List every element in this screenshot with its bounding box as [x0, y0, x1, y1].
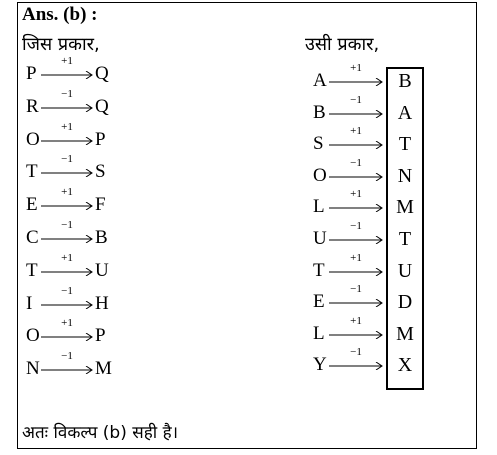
left-result-letter: P [95, 128, 106, 150]
arrow-icon [41, 137, 93, 145]
left-result-letter: U [95, 259, 109, 281]
right-operation: +1 [350, 314, 362, 327]
arrow-icon [41, 235, 93, 243]
right-letter: E [313, 291, 325, 313]
right-letter: L [313, 322, 325, 344]
left-operation: +1 [61, 120, 73, 133]
arrow-icon [329, 78, 383, 86]
right-letter: B [313, 101, 326, 123]
right-operation: −1 [350, 156, 362, 169]
arrow-icon [41, 268, 93, 276]
left-result-letter: Q [95, 95, 109, 117]
arrow-icon [329, 268, 383, 276]
right-row [313, 93, 385, 126]
arrow-icon [41, 71, 93, 79]
arrow-icon [41, 366, 93, 374]
right-heading: उसी प्रकार, [305, 34, 380, 55]
left-letter: R [26, 95, 39, 117]
right-row [313, 251, 385, 284]
conclusion: अतः विकल्प (b) सही है। [22, 423, 179, 443]
left-result-letter: Q [95, 63, 109, 84]
arrow-icon [329, 141, 383, 149]
arrow-icon [41, 104, 93, 112]
right-operation: −1 [350, 93, 362, 106]
left-letter: I [26, 292, 33, 314]
arrow-icon [329, 204, 383, 212]
arrow-icon [329, 236, 383, 244]
arrow-icon [41, 301, 93, 309]
left-operation: −1 [61, 153, 73, 166]
right-result-letter: T [398, 133, 412, 156]
right-letter: U [313, 228, 327, 249]
right-letter: L [313, 196, 325, 218]
arrow-icon [329, 331, 383, 339]
left-operation: +1 [61, 317, 73, 330]
right-operation: +1 [350, 62, 362, 74]
answer-title: Ans. (b) : [22, 4, 98, 25]
right-row [313, 125, 385, 157]
left-letter: N [26, 358, 40, 380]
left-row [26, 120, 136, 153]
arrow-icon [329, 173, 383, 181]
left-result-letter: P [95, 325, 106, 347]
left-row [26, 251, 136, 284]
right-operation: +1 [350, 188, 362, 201]
right-operation: +1 [350, 125, 362, 138]
right-operation: −1 [350, 346, 362, 359]
left-letter: T [26, 161, 38, 183]
left-operation: −1 [61, 219, 73, 231]
left-heading: जिस प्रकार, [22, 34, 100, 55]
left-letter: C [26, 227, 39, 248]
left-result-letter: B [95, 227, 108, 248]
left-result-letter: H [95, 292, 109, 314]
right-operation: +1 [350, 251, 362, 264]
right-row [313, 62, 385, 94]
right-result-letter: T [398, 228, 412, 250]
right-row [313, 220, 385, 252]
left-letter: O [26, 325, 40, 347]
right-row [313, 156, 385, 189]
left-operation: −1 [61, 350, 73, 363]
left-operation: −1 [61, 87, 73, 100]
right-letter: T [313, 259, 325, 281]
left-row [26, 317, 136, 349]
right-row [313, 283, 385, 315]
right-row [313, 314, 385, 347]
result-box [386, 67, 424, 390]
right-row [313, 188, 385, 220]
right-letter: S [313, 133, 324, 155]
left-operation: +1 [61, 55, 73, 67]
right-result-letter: B [398, 70, 412, 92]
left-row [26, 153, 136, 185]
left-row [26, 87, 136, 120]
right-letter: A [313, 70, 327, 91]
left-row [26, 219, 136, 251]
right-operation: −1 [350, 220, 362, 232]
left-row [26, 186, 136, 218]
arrow-icon [41, 202, 93, 210]
arrow-icon [41, 333, 93, 341]
arrow-icon [329, 299, 383, 307]
right-result-letter: X [397, 354, 413, 377]
right-operation: −1 [350, 283, 362, 296]
right-result-letter: N [397, 164, 413, 187]
right-letter: Y [313, 354, 327, 376]
left-operation: +1 [61, 251, 73, 264]
left-row [26, 350, 136, 382]
right-letter: O [313, 164, 327, 186]
left-row [26, 55, 136, 87]
arrow-icon [329, 362, 383, 370]
right-result-letter: M [396, 196, 414, 219]
left-operation: +1 [61, 186, 73, 199]
right-result-letter: D [397, 291, 413, 314]
right-result-letter: U [397, 259, 413, 282]
left-letter: T [26, 259, 38, 281]
left-result-letter: F [95, 194, 106, 216]
right-row [313, 346, 385, 378]
left-result-letter: M [95, 358, 112, 380]
left-letter: P [26, 63, 37, 84]
left-result-letter: S [95, 161, 106, 183]
right-result-letter: A [397, 101, 413, 124]
left-letter: E [26, 194, 38, 216]
left-letter: O [26, 128, 40, 150]
left-row [26, 284, 136, 317]
left-operation: −1 [61, 284, 73, 297]
right-result-letter: M [396, 322, 414, 345]
arrow-icon [329, 110, 383, 118]
arrow-icon [41, 169, 93, 177]
